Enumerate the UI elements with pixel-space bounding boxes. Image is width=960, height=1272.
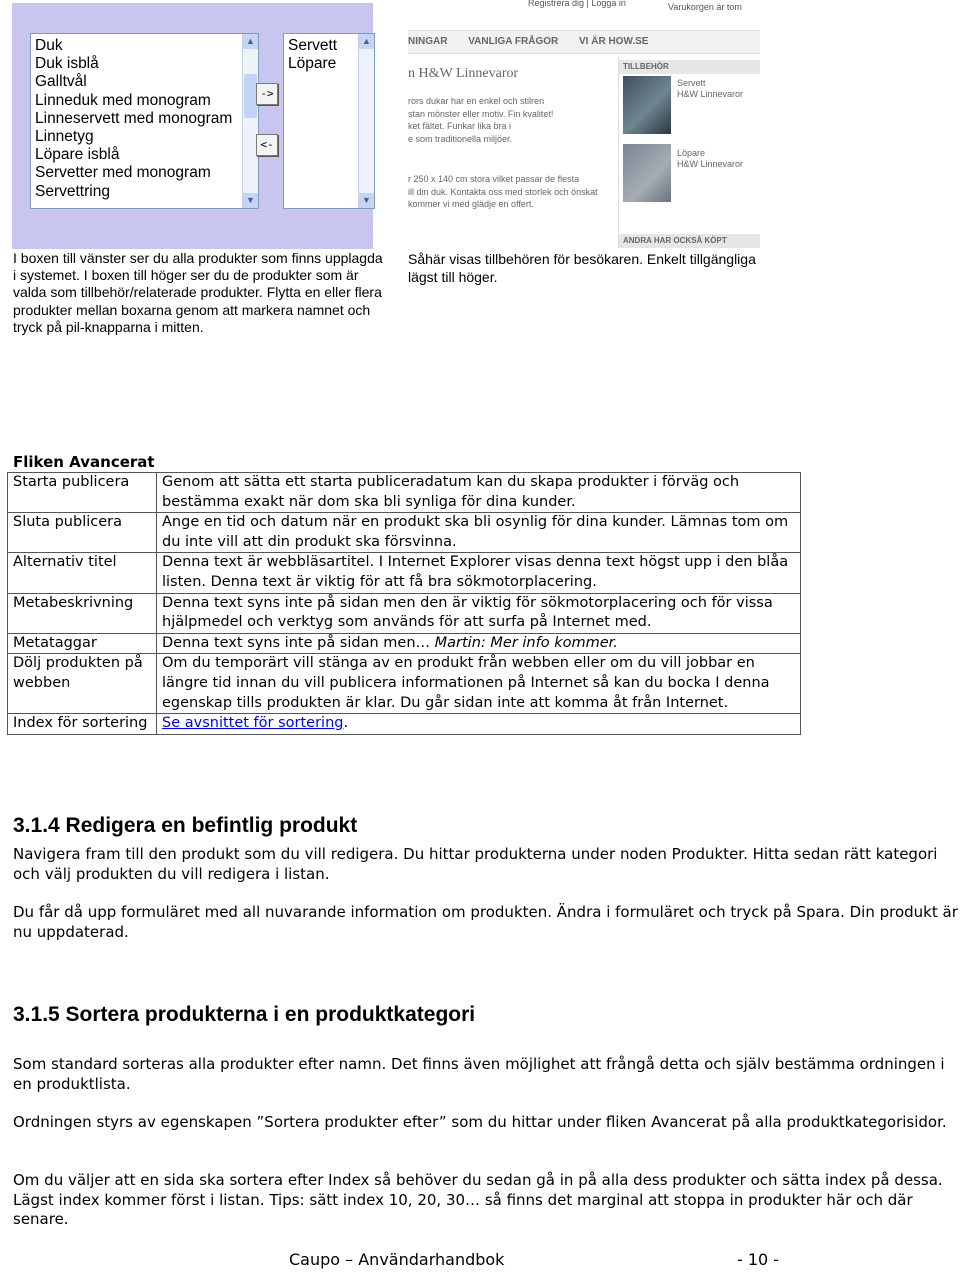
list-item[interactable]: Servetter med monogram [35,164,211,182]
editor-note: Martin: Mer info kommer. [434,634,618,651]
selected-accessories-items [284,37,358,73]
description-line: ill din duk. Kontakta oss med storlek och önskat [408,186,598,197]
scroll-up-icon[interactable]: ▲ [359,34,374,49]
login-link[interactable]: Registrera dig | Logga in [528,0,626,8]
product-thumbnail[interactable] [623,76,671,134]
accessories-sidebar [618,56,760,248]
list-item[interactable]: Linnetyg [35,127,94,145]
paragraph: Du får då upp formuläret med all nuvarande information om produkten. Ändra i formuläret och tryck på Spara. Din produkt är nu uppdaterad. [13,903,958,941]
scroll-up-icon[interactable]: ▲ [243,34,258,49]
paragraph: Om du väljer att en sida ska sortera efter Index så behöver du sedan gå in på alla dess produkter och sätta index på dessa. Lägst index kommer först i listan. Tips: sätt index 10, 20, 30… så finns det marginal att stoppa in produkter här och där senare. [13,1171,943,1228]
table-row [8,593,801,633]
property-description [157,633,801,654]
property-description: Genom att sätta ett starta publiceradatum kan du skapa produkter i förväg och bestämma exakt när dom ska bli synliga för dina kunder. [157,473,801,513]
nav-item[interactable]: VI ÄR HOW.SE [579,36,649,47]
list-item[interactable]: Servettring [35,182,110,200]
property-name: Starta publicera [8,473,157,513]
property-name: Sluta publicera [8,513,157,553]
property-description: Denna text syns inte på sidan men den är viktig för sökmotorplacering och för vissa hjälpmedel och verktyg som används för att surfa på Internet med. [157,593,801,633]
nav-item[interactable]: NINGAR [408,36,448,47]
list-item[interactable]: Linneservett med monogram [35,109,233,127]
cart-status[interactable]: Varukorgen är tom [668,2,742,12]
advanced-tab-table [7,472,801,735]
description-line: stan mönster eller motiv. Fin kvalitet! [408,108,554,119]
selected-accessories-listbox[interactable] [283,33,375,209]
also-bought-heading: ANDRA HAR OCKSÅ KÖPT [619,234,760,248]
list-item[interactable]: Duk [35,37,63,54]
list-item[interactable]: Löpare [288,55,337,73]
paragraph: Som standard sorteras alla produkter efter namn. Det finns även möjlighet att frångå detta och själv bestämma ordningen i en produktlista. [13,1055,945,1093]
description-text: Denna text syns inte på sidan men… [162,634,431,651]
section-heading: 3.1.5 Sortera produkterna i en produktkategori [13,1003,476,1026]
description-line: e som traditionella miljöer. [408,133,513,144]
sorting-section-link[interactable]: Se avsnittet för sortering [162,715,344,732]
accessory-name[interactable]: Servett [677,78,706,88]
move-left-button[interactable]: <- [256,134,278,156]
right-caption: Såhär visas tillbehören för besökaren. Enkelt tillgängliga lägst till höger. [408,251,756,285]
nav-item[interactable]: VANLIGA FRÅGOR [468,36,559,47]
site-nav [408,30,760,54]
product-picker-screenshot [12,3,373,249]
accessory-brand: H&W Linnevaror [677,89,744,99]
footer-title: Caupo – Användarhandbok [289,1250,505,1269]
accessories-heading: TILLBEHÖR [619,60,760,74]
property-description: Ange en tid och datum när en produkt ska bli osynlig för dina kunder. Lämnas tom om du inte vill att din produkt ska försvinna. [157,513,801,553]
list-item[interactable]: Duk isblå [35,55,99,73]
all-products-items [31,37,242,201]
product-thumbnail[interactable] [623,144,671,202]
move-right-button[interactable]: -> [256,83,278,105]
paragraph: Navigera fram till den produkt som du vill redigera. Du hittar produkterna under noden Produkter. Hitta sedan rätt kategori och välj produkten du vill redigera i listan. [13,845,938,883]
list-item[interactable]: Servett [288,37,338,54]
left-caption: I boxen till vänster ser du alla produkter som finns upplagda i systemet. I boxen till höger ser du de produkter som är valda som tillbehör/relaterade produkter. Flytta en eller flera produkter mellan boxarna genom att markera namnet och tryck på pil-knapparna i mitten. [13,250,383,335]
all-products-listbox[interactable] [30,33,259,209]
table-row [8,513,801,553]
accessory-item[interactable] [677,78,743,100]
description-line: kommer vi med glädje en offert. [408,199,534,209]
description-line: rors dukar har en enkel och stilren [408,96,545,106]
page-number: - 10 - [737,1250,780,1269]
table-title: Fliken Avancerat [13,453,155,471]
brand-heading: n H&W Linnevaror [408,66,519,81]
scroll-down-icon[interactable]: ▼ [243,193,258,208]
description-line: r 250 x 140 cm stora vilket passar de flesta [408,174,580,184]
paragraph: Ordningen styrs av egenskapen ”Sortera produkter efter” som du hittar under fliken Avancerat på alla produktkategorisidor. [13,1113,947,1131]
section-heading: 3.1.4 Redigera en befintlig produkt [13,814,358,837]
site-top-bar [528,0,760,22]
accessory-name[interactable]: Löpare [677,148,706,158]
product-description [408,95,608,211]
listbox-scrollbar[interactable] [358,34,374,208]
property-description: Om du temporärt vill stänga av en produkt från webben eller om du vill jobbar en längre tid innan du vill publicera informationen på Internet så kan du bocka I denna egenskap tills produkten är klar. Du går sidan inte att komma åt från Internet. [157,654,801,714]
website-screenshot [408,0,760,248]
property-description: Denna text är webbläsartitel. I Internet Explorer visas denna text högst upp i den blåa listen. Denna text är viktig för att få bra sökmotorplacering. [157,553,801,593]
table-row [8,654,801,714]
property-name: Alternativ titel [8,553,157,593]
property-name: Metabeskrivning [8,593,157,633]
table-row [8,553,801,593]
list-item[interactable]: Linneduk med monogram [35,91,211,109]
property-name: Index för sortering [8,714,157,735]
property-name: Metataggar [8,633,157,654]
table-row [8,473,801,513]
accessory-item[interactable] [677,148,743,170]
description-line: ket fältet. Funkar lika bra i [408,121,512,131]
accessory-brand: H&W Linnevaror [677,159,744,169]
list-item[interactable]: Galltvål [35,73,87,91]
table-row [8,714,801,735]
listbox-scrollbar[interactable] [242,34,258,208]
scroll-down-icon[interactable]: ▼ [359,193,374,208]
table-row [8,633,801,654]
link-suffix: . [343,715,349,732]
property-name: Dölj produkten på webben [8,654,157,714]
property-description [157,714,801,735]
list-item[interactable]: Löpare isblå [35,146,120,164]
